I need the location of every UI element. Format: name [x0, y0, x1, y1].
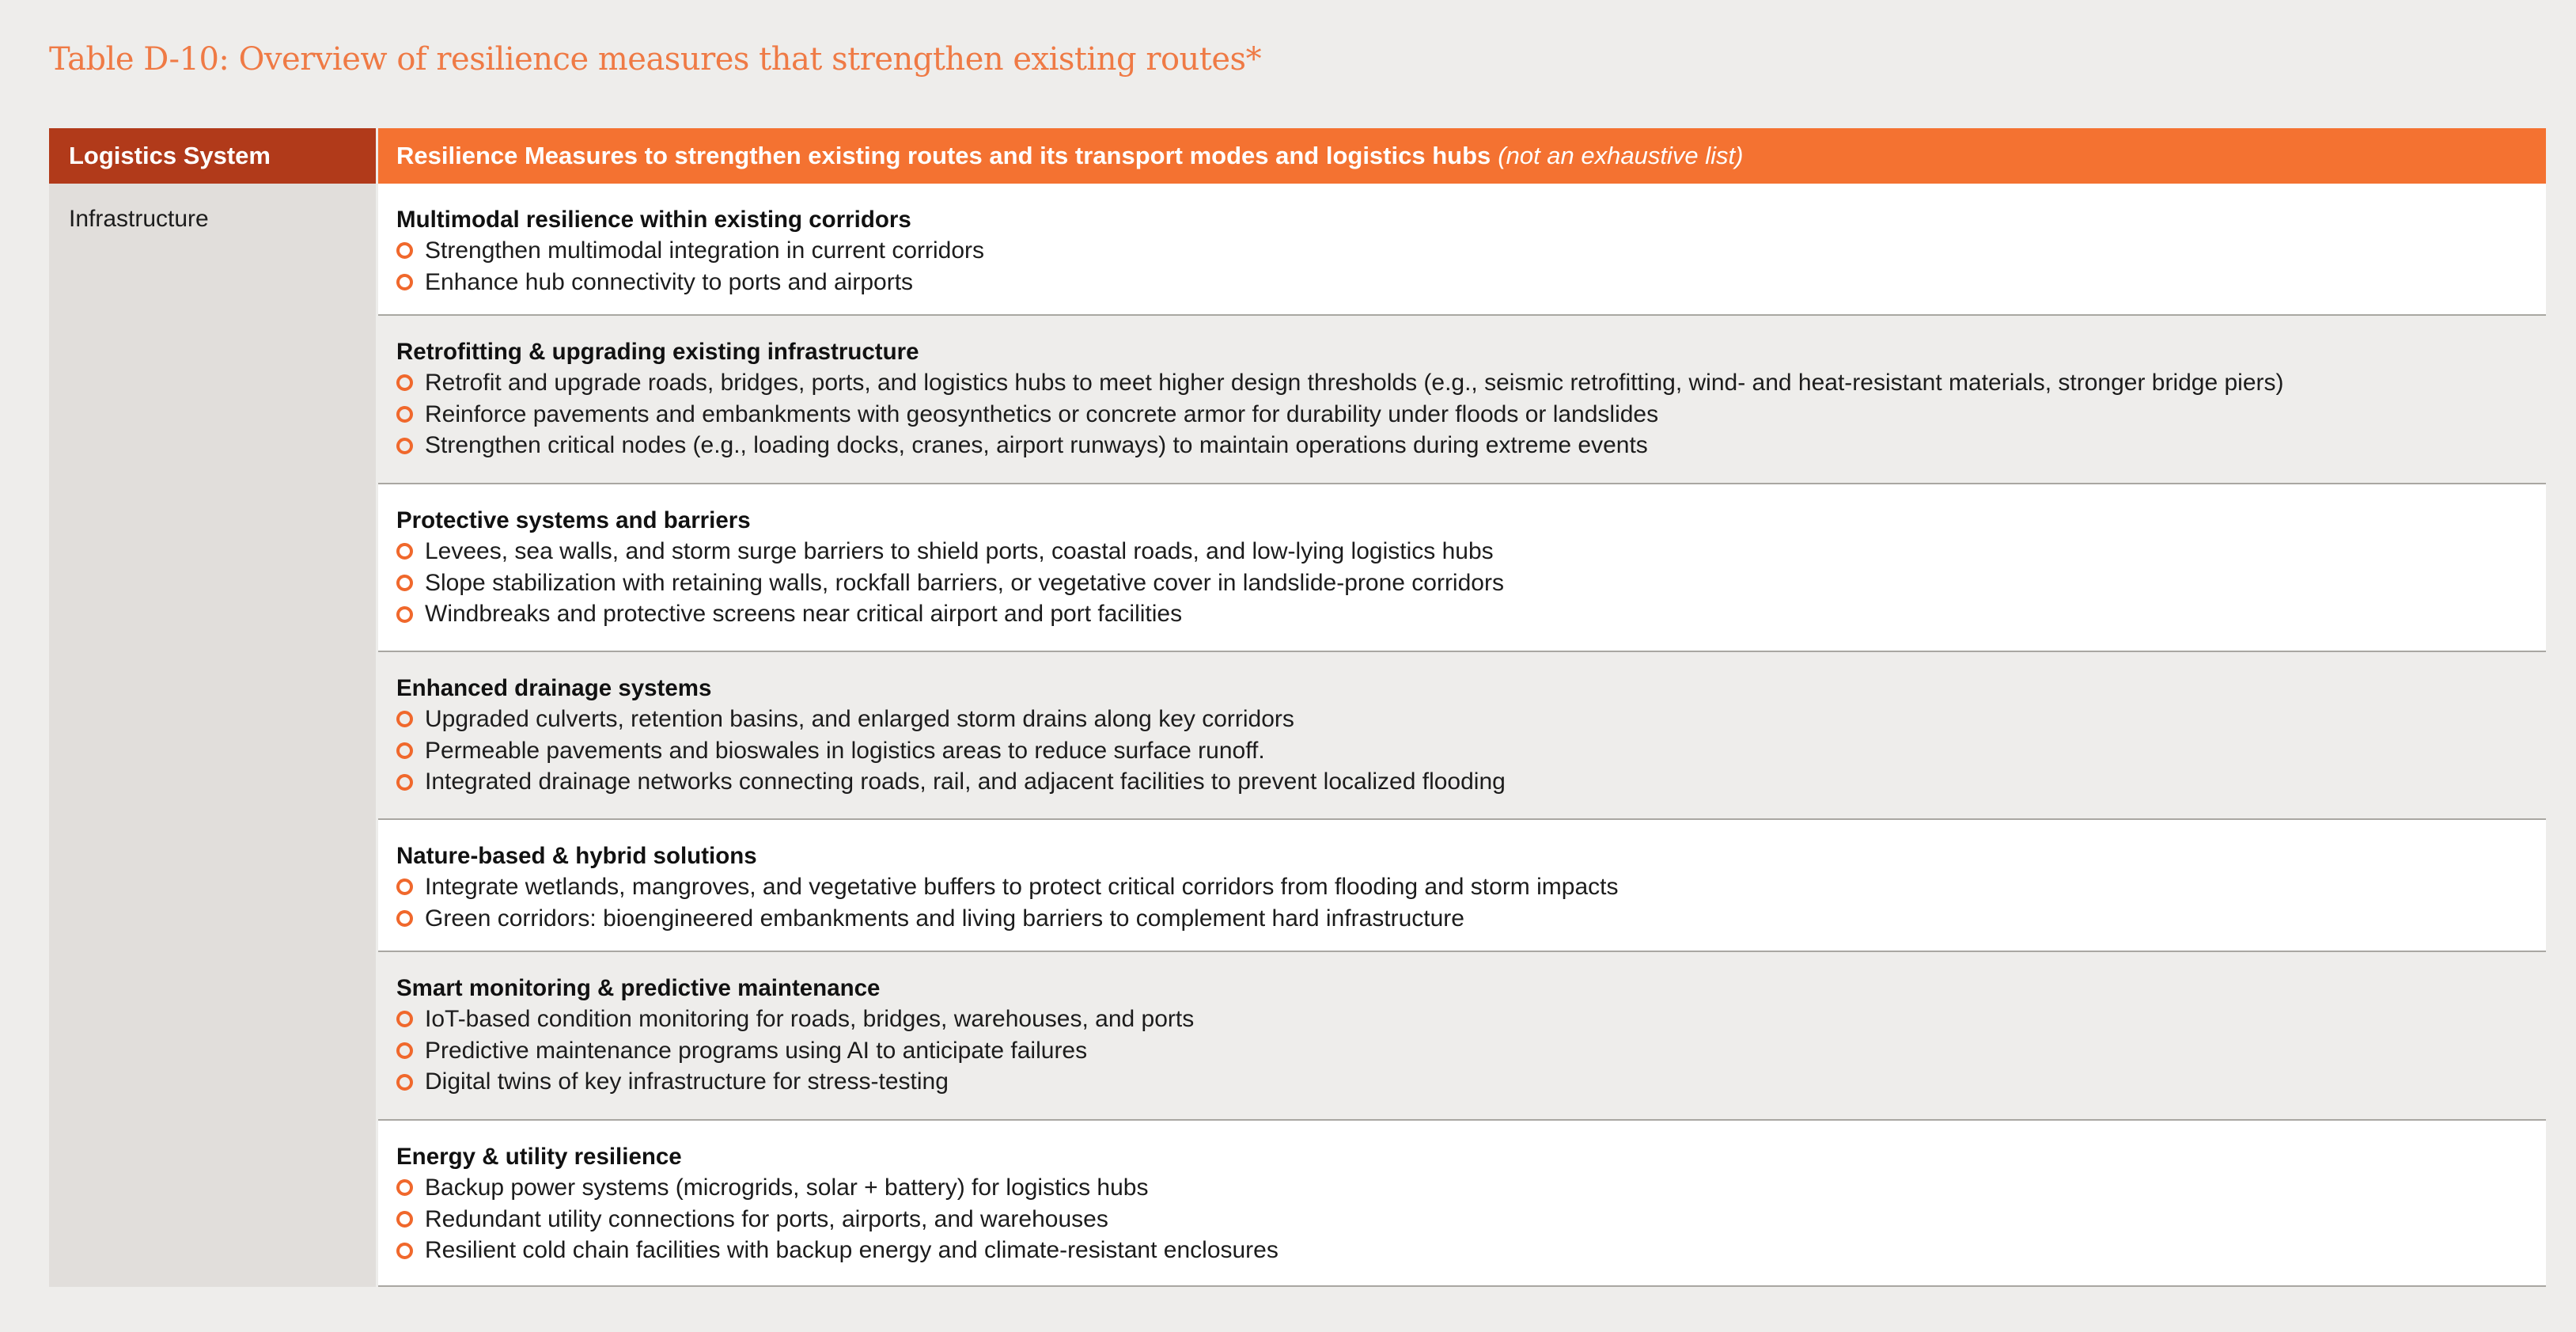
measure-item [396, 1004, 2546, 1035]
bullet-ring-icon [396, 543, 413, 560]
measure-item [396, 1066, 2546, 1098]
measure-item-text: IoT-based condition monitoring for roads, bridges, warehouses, and ports [425, 1005, 1195, 1032]
measure-group [378, 820, 2546, 952]
measure-item-text: Integrate wetlands, mangroves, and vegetative buffers to protect critical corridors from flooding and storm impacts [425, 873, 1619, 900]
measure-item-text: Resilient cold chain facilities with backup energy and climate-resistant enclosures [425, 1237, 1279, 1264]
measure-item [396, 399, 2546, 431]
measure-item [396, 367, 2546, 399]
measure-group [378, 652, 2546, 820]
measure-item [396, 567, 2546, 599]
measure-item [396, 267, 2546, 298]
measure-group-title: Retrofitting & upgrading existing infrastructure [396, 339, 919, 365]
bullet-ring-icon [396, 1074, 413, 1091]
resilience-measures-table [49, 128, 2546, 1287]
measure-group [378, 1121, 2546, 1287]
measure-group [378, 184, 2546, 316]
measure-group-title: Energy & utility resilience [396, 1144, 682, 1170]
bullet-ring-icon [396, 711, 413, 727]
bullet-ring-icon [396, 406, 413, 423]
bullet-ring-icon [396, 374, 413, 391]
measure-item-text: Green corridors: bioengineered embankments and living barriers to complement hard infrastructure [425, 905, 1464, 932]
bullet-ring-icon [396, 910, 413, 927]
measure-item-text: Upgraded culverts, retention basins, and enlarged storm drains along key corridors [425, 705, 1294, 732]
column-header-note: (not an exhaustive list) [1498, 142, 1744, 169]
bullet-ring-icon [396, 274, 413, 290]
bullet-ring-icon [396, 575, 413, 591]
measure-item [396, 1235, 2546, 1266]
measure-item-text: Integrated drainage networks connecting roads, rail, and adjacent facilities to prevent localized flooding [425, 768, 1506, 795]
measure-item-text: Strengthen critical nodes (e.g., loading docks, cranes, airport runways) to maintain operations during extreme events [425, 432, 1648, 459]
measure-item-text: Strengthen multimodal integration in current corridors [425, 237, 985, 264]
column-header-logistics-system-label: Logistics System [69, 142, 271, 169]
measure-group-title: Nature-based & hybrid solutions [396, 843, 757, 869]
measure-item-text: Windbreaks and protective screens near critical airport and port facilities [425, 601, 1183, 628]
measure-item-text: Retrofit and upgrade roads, bridges, ports, and logistics hubs to meet higher design thresholds (e.g., seismic retrofitting, wind- and heat-resistant materials, stronger bridge piers) [425, 369, 2284, 396]
measure-item [396, 735, 2546, 767]
bullet-ring-icon [396, 606, 413, 623]
column-header-resilience-measures [378, 128, 2546, 184]
measure-item [396, 1204, 2546, 1235]
bullet-ring-icon [396, 1243, 413, 1259]
measure-item [396, 1035, 2546, 1067]
bullet-ring-icon [396, 242, 413, 259]
column-header-resilience-measures-label: Resilience Measures to strengthen existing routes and its transport modes and logistics hubs [396, 142, 1491, 169]
measure-group-title: Protective systems and barriers [396, 507, 751, 533]
table-title: Table D-10: Overview of resilience measures that strengthen existing routes* [49, 41, 1262, 78]
logistics-system-label: Infrastructure [69, 206, 209, 232]
measure-item [396, 235, 2546, 267]
measure-item-text: Slope stabilization with retaining walls, rockfall barriers, or vegetative cover in landslide-prone corridors [425, 569, 1504, 596]
measure-item [396, 1172, 2546, 1204]
bullet-ring-icon [396, 1211, 413, 1228]
bullet-ring-icon [396, 774, 413, 791]
bullet-ring-icon [396, 1042, 413, 1059]
measure-item [396, 704, 2546, 735]
bullet-ring-icon [396, 1011, 413, 1027]
measure-item-text: Levees, sea walls, and storm surge barriers to shield ports, coastal roads, and low-lying logistics hubs [425, 537, 1494, 564]
bullet-ring-icon [396, 742, 413, 759]
measure-item [396, 536, 2546, 567]
measure-item-text: Permeable pavements and bioswales in logistics areas to reduce surface runoff. [425, 737, 1265, 764]
measure-item-text: Reinforce pavements and embankments with geosynthetics or concrete armor for durability under floods or landslides [425, 400, 1659, 427]
measure-item [396, 871, 2546, 903]
bullet-ring-icon [396, 1179, 413, 1196]
measure-group [378, 952, 2546, 1121]
measure-item [396, 430, 2546, 461]
measure-item [396, 598, 2546, 630]
logistics-system-cell [49, 184, 376, 1287]
measure-item-text: Redundant utility connections for ports, airports, and warehouses [425, 1205, 1108, 1232]
measure-item-text: Enhance hub connectivity to ports and airports [425, 268, 914, 295]
measure-group [378, 484, 2546, 652]
measure-group-title: Smart monitoring & predictive maintenance [396, 975, 881, 1001]
bullet-ring-icon [396, 438, 413, 454]
measure-item-text: Predictive maintenance programs using AI to anticipate failures [425, 1037, 1088, 1064]
measure-item-text: Digital twins of key infrastructure for stress-testing [425, 1068, 949, 1095]
measure-item [396, 766, 2546, 798]
measure-item-text: Backup power systems (microgrids, solar + battery) for logistics hubs [425, 1174, 1149, 1201]
measure-group-title: Enhanced drainage systems [396, 675, 712, 701]
measure-group [378, 316, 2546, 484]
column-header-logistics-system [49, 128, 376, 184]
measure-group-title: Multimodal resilience within existing corridors [396, 207, 911, 233]
measure-item [396, 903, 2546, 935]
bullet-ring-icon [396, 879, 413, 895]
measure-groups [378, 184, 2546, 1287]
